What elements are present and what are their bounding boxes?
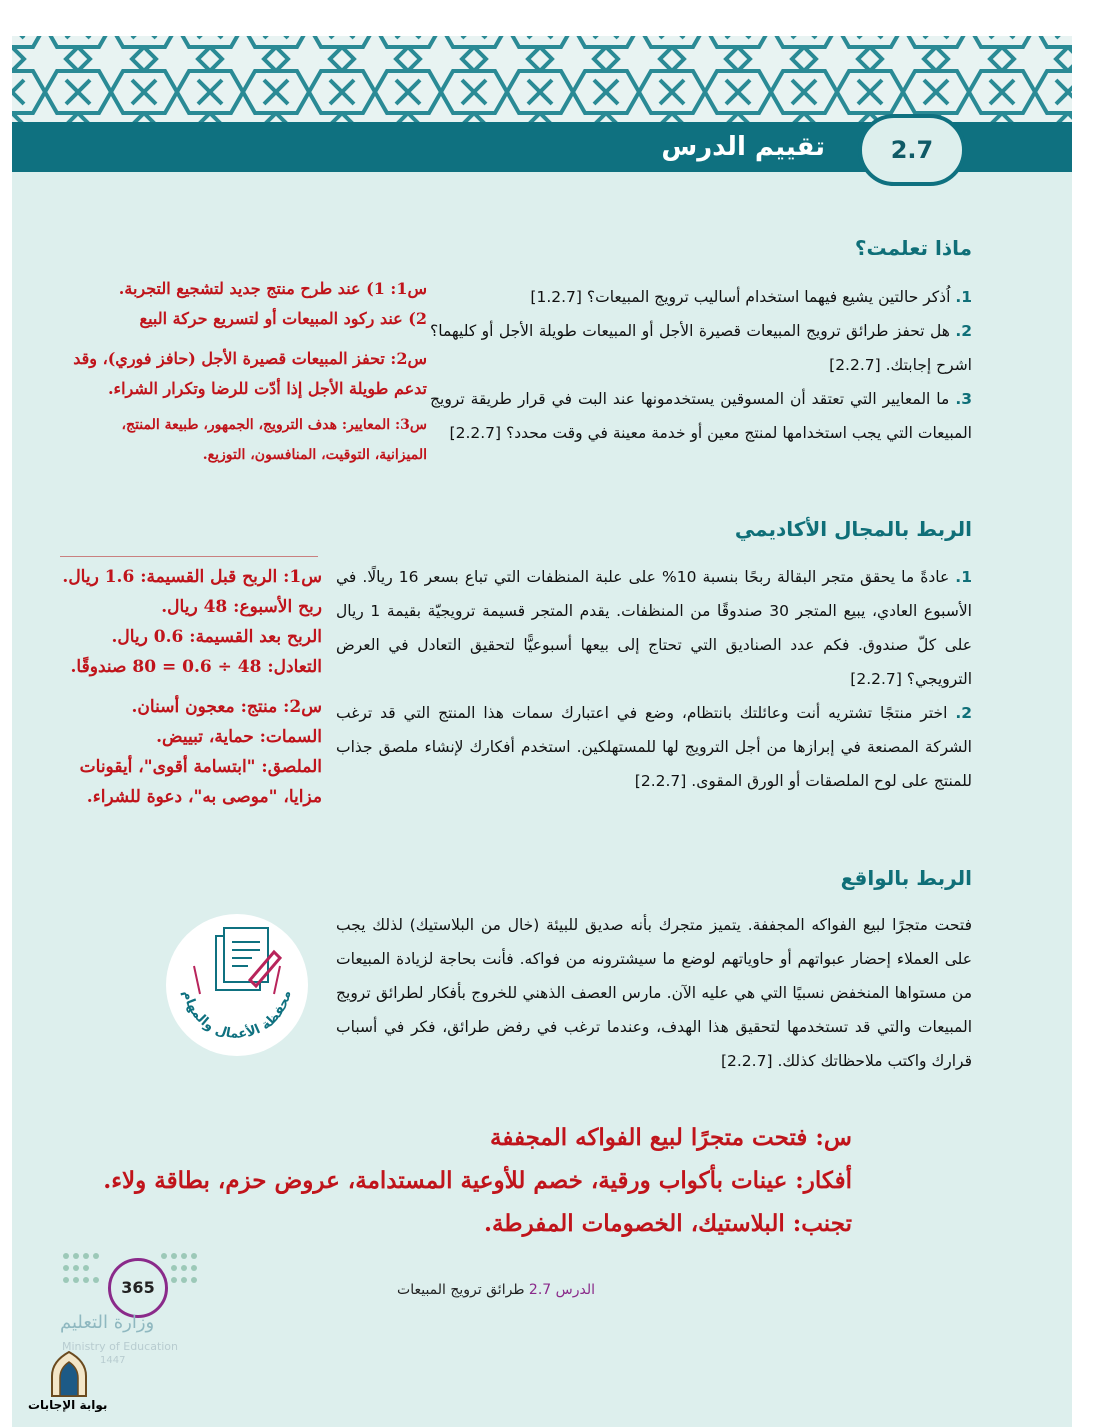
footer-lesson-label: الدرس [555,1282,595,1298]
lesson-title: تقييم الدرس [661,132,825,162]
answer-line: س2: منتج: معجون أسنان. [131,697,322,717]
academic-questions [336,560,972,798]
section-heading-learned: ماذا تعلمت؟ [854,236,972,260]
answer-line: س1: 1) عند طرح منتج جديد لتشجيع التجربة. [118,279,427,298]
section-heading-academic: الربط بالمجال الأكاديمي [734,517,972,541]
answer-line: ربح الأسبوع: 48 ريال. [161,597,322,617]
academic-q2: 2. اختر منتجًا تشتريه أنت وعائلتك بانتظام، وضع في اعتبارك سمات هذا المنتج التي قد ترغب الشركة المصنعة في إبرازها من أجل الترويج لها للمستهلكين. استخدم أفكارك لإنشاء ملصق جذاب للمنتج على لوح الملصقات أو الورق المقوى. [2.2.7] [336,704,972,790]
footer-lesson [397,1282,595,1298]
ministry-name-en: Ministry of Education [62,1340,179,1353]
answer-line: الربح بعد القسيمة: 0.6 ريال. [111,627,322,647]
answers-real [103,1116,852,1245]
answer-line: تدعم طويلة الأجل إذا أدّت للرضا وتكرار الشراء. [107,379,427,398]
portal-logo-icon [44,1350,94,1398]
decorative-pattern [12,36,1072,124]
lesson-number: 2.7 [890,136,934,164]
footer-lesson-name: طرائق ترويج المبيعات [397,1282,525,1298]
answer-line: س2: تحفز المبيعات قصيرة الأجل (حافز فوري)، وقد [73,349,427,368]
answer-line: 2) عند ركود المبيعات أو لتسريع حركة البيع [139,309,427,328]
ministry-name-ar: وزارة التعليم [60,1312,155,1333]
page-number: 365 [108,1258,168,1318]
learned-q1: 1. اُذكر حالتين يشيع فيهما استخدام أساليب ترويج المبيعات؟ [1.2.7] [530,288,972,306]
answer-line: الميزانية، التوقيت، المنافسون، التوزيع. [202,447,427,463]
answer-line: أفكار: عينات بأكواب ورقية، خصم للأوعية المستدامة، عروض حزم، بطاقة ولاء. [103,1167,852,1194]
answer-line: مزايا، "موصى به"، دعوة للشراء. [86,787,322,807]
answer-line: س: فتحت متجرًا لبيع الفواكه المجففة [489,1124,852,1151]
answer-line: السمات: حماية، تبييض. [156,727,322,747]
svg-text:محفظة الأعمال والمهام [179,989,294,1042]
learned-questions [430,280,972,450]
footer-lesson-number: 2.7 [528,1282,552,1298]
answers-academic [62,562,322,812]
learned-q2: 2. هل تحفز طرائق ترويج المبيعات قصيرة الأجل أو المبيعات طويلة الأجل أو كليهما؟ اشرح إجابتك. [2.2.7] [430,322,972,374]
portfolio-accent [274,966,280,994]
answer-divider [60,556,318,557]
portfolio-label: محفظة الأعمال والمهام [179,989,295,1042]
learned-q3: 3. ما المعايير التي تعتقد أن المسوقين يستخدمونها عند البت في قرار طريقة ترويج المبيعات التي يجب استخدامها لمنتج معين أو خدمة معينة في وقت محدد؟ [2.2.7] [430,390,972,442]
answer-line: س3: المعايير: هدف الترويج، الجمهور، طبيعة المنتج، [121,417,427,433]
answer-line: س1: الربح قبل القسيمة: 1.6 ريال. [62,567,322,587]
portfolio-icon [166,914,308,1056]
real-world-task: فتحت متجرًا لبيع الفواكه المجففة. يتميز متجرك بأنه صديق للبيئة (خال من البلاستيك) لذلك يجب على العملاء إحضار عبواتهم أو حاوياتهم لوضع ما سيشترونه من فواكه. فأنت بحاجة لزيادة المبيعات من مستواها المنخفض نسبيًا التي هي عليه الآن. مارس العصف الذهني للخروج بأفكار لطرائق ترويج المبيعات والتي قد تستخدمها لتحقيق هذا الهدف، وعندما ترغب في رفض طرائق، فكر في أسباب قرارك واكتب ملاحظاتك كذلك. [2.2.7] [336,916,972,1070]
answer-line: الملصق: "ابتسامة أقوى"، أيقونات [79,757,322,777]
portfolio-badge [166,914,308,1056]
answer-line: تجنب: البلاستيك، الخصومات المفرطة. [483,1210,852,1237]
portfolio-accent [194,966,200,994]
ministry-year: 1447 [100,1355,126,1366]
section-heading-real: الربط بالواقع [840,866,972,890]
portal-logo-text: بوابة الإجابات [28,1398,108,1412]
answer-line: التعادل: 48 ÷ 0.6 = 80 صندوقًا. [70,657,322,677]
academic-q1: 1. عادةً ما يحقق متجر البقالة ربحًا بنسبة 10% على علبة المنظفات التي تباع بسعر 16 ريالًا. في الأسبوع العادي، يبيع المتجر 30 صندوقًا من المنظفات. يقدم المتجر قسيمة ترويجيّة بقيمة 1 ريال على كلّ صندوق. فكم عدد الصناديق التي تحتاج إلى بيعها أسبوعيًّا لتحقيق التعادل في العرض الترويجي؟ [2.2.7] [336,568,972,688]
lesson-number-badge [858,114,966,186]
answers-learned [73,274,427,470]
